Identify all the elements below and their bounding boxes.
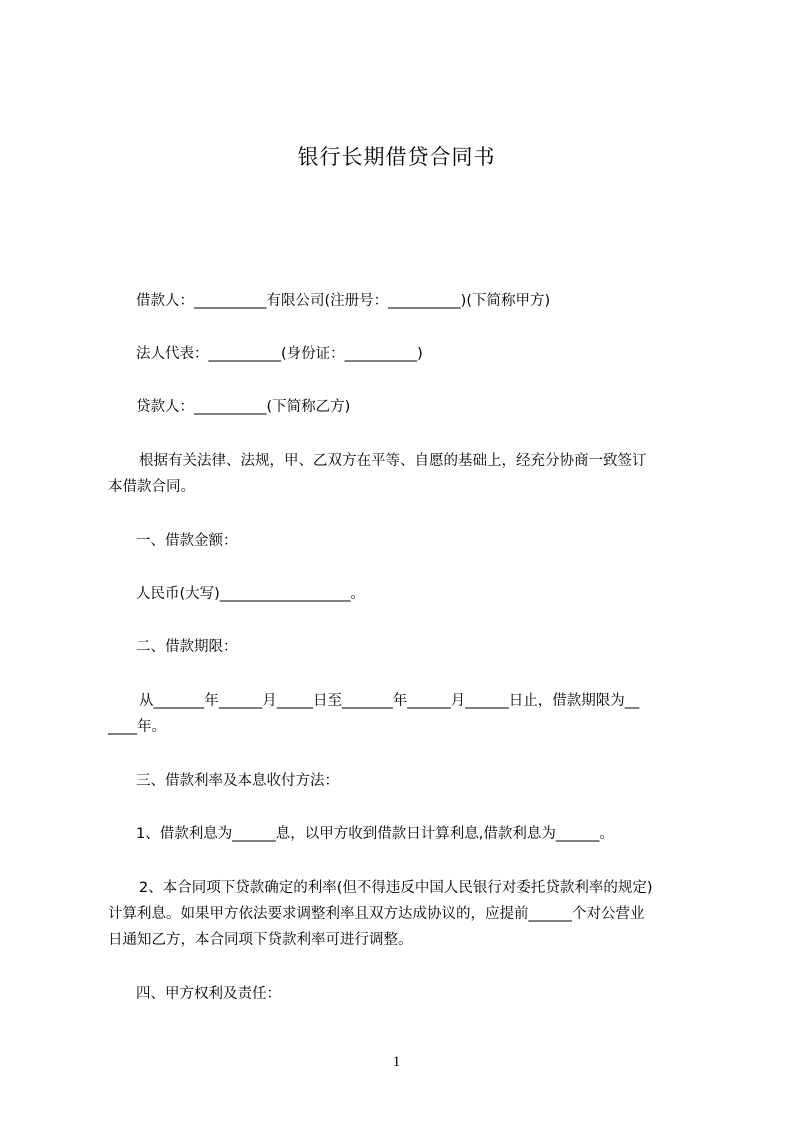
interest-clause-2-line-1: 2、本合同项下贷款确定的利率(但不得违反中国人民银行对委托贷款利率的规定): [139, 880, 653, 896]
interest-clause-1: 1、借款利息为______息，以甲方收到借款日计算利息,借款利息为______。: [136, 826, 614, 842]
legal-representative-line: 法人代表：__________(身份证：__________): [136, 346, 423, 362]
loan-amount-line: 人民币(大写)__________________。: [136, 586, 365, 602]
section-heading-loan-term: 二、借款期限：: [136, 639, 238, 655]
document-title: 银行长期借贷合同书: [297, 145, 496, 169]
borrower-line: 借款人：__________有限公司(注册号：__________)(下简称甲方): [136, 293, 551, 309]
page-number: 1: [392, 1054, 401, 1070]
lender-line: 贷款人：__________(下简称乙方): [136, 399, 351, 415]
preamble-line-2: 本借款合同。: [108, 479, 195, 495]
preamble-line-1: 根据有关法律、法规，甲、乙双方在平等、自愿的基础上，经充分协商一致签订: [139, 453, 647, 469]
interest-clause-2-line-2: 计算利息。如果甲方依法要求调整利率且双方达成协议的，应提前______个对公营业: [108, 906, 645, 922]
loan-term-line-2: ____年。: [108, 719, 166, 735]
section-heading-party-a-rights: 四、甲方权利及责任：: [136, 986, 281, 1002]
loan-term-line-1: 从_______年______月_____日至_______年______月______日止，借款期限为__: [139, 693, 640, 709]
interest-clause-2-line-3: 日通知乙方，本合同项下贷款利率可进行调整。: [108, 932, 413, 948]
section-heading-loan-amount: 一、借款金额：: [136, 533, 238, 549]
section-heading-interest: 三、借款利率及本息收付方法：: [136, 773, 339, 789]
